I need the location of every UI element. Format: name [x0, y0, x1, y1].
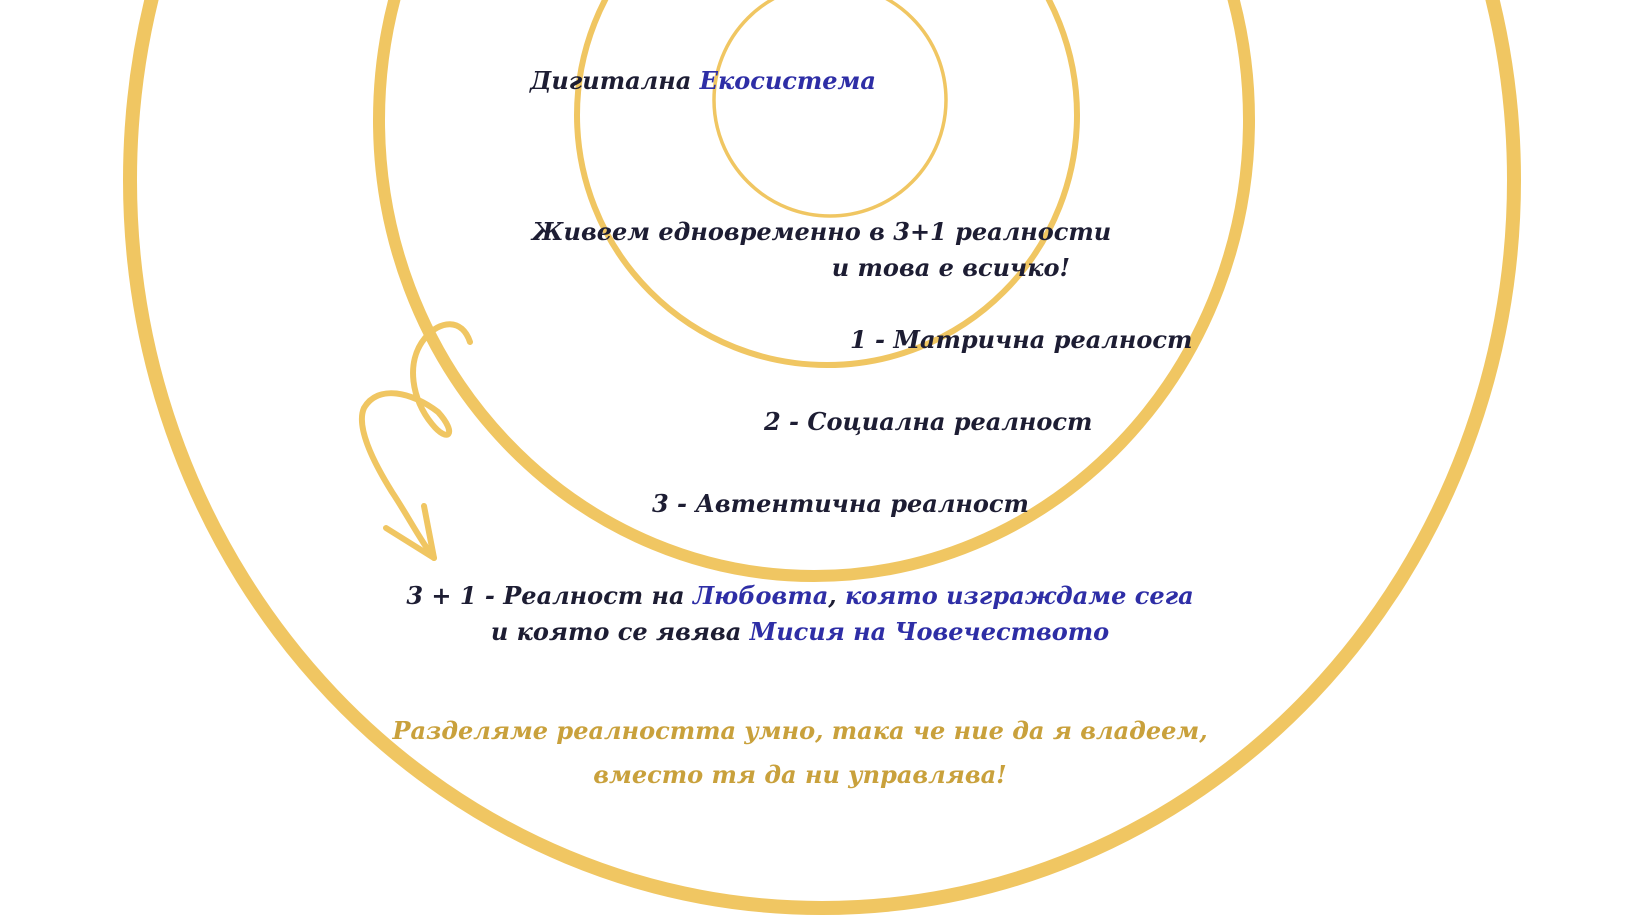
closing-statement — [390, 709, 1210, 797]
love-building-now: която изграждаме сега — [844, 581, 1194, 610]
love-line-2-dark: и която се явява — [490, 617, 750, 646]
title-part-blue: Екосистема — [699, 66, 876, 95]
reality-item-2: 2 - Социална реалност — [764, 407, 1093, 436]
ring-inner — [714, 0, 946, 216]
love-line-1 — [390, 578, 1210, 614]
closing-line-2: вместо тя да ни управлява! — [593, 760, 1007, 789]
statement-line-1: Живеем едновременно в 3+1 реалности — [532, 217, 1112, 246]
humanity-mission: Мисия на Човечеството — [749, 617, 1110, 646]
statement-line-2: и това е всичко! — [831, 253, 1070, 282]
statement-block — [532, 214, 1112, 286]
title-part-dark: Дигитална — [530, 66, 700, 95]
love-word: Любовта — [692, 581, 829, 610]
reality-item-1: 1 - Матрична реалност — [850, 325, 1193, 354]
love-comma: , — [828, 581, 845, 610]
ecosystem-title — [530, 63, 876, 99]
ring-second — [577, 0, 1077, 365]
curly-arrow-icon — [362, 324, 470, 558]
reality-item-3: 3 - Автентична реалност — [652, 489, 1029, 518]
love-line-1-dark: 3 + 1 - Реалност на — [406, 581, 693, 610]
love-reality-block — [390, 578, 1210, 650]
closing-line-1: Разделяме реалността умно, така че ние да я владеем, — [392, 716, 1208, 745]
love-line-2 — [390, 614, 1210, 650]
